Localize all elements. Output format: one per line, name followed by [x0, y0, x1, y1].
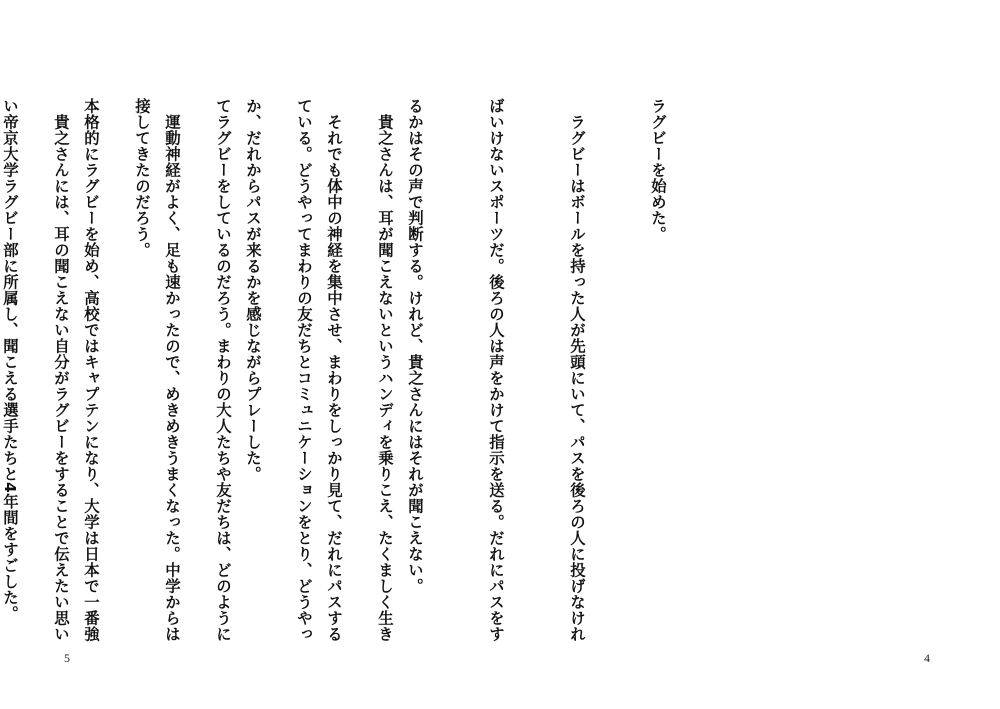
text-line: ばいけないスポーツだ。後ろの人は声をかけて指示を送る。だれにパスをす	[487, 98, 505, 642]
text-line: 接してきたのだろう。	[133, 98, 151, 258]
text-line: ラグビーを始めた。	[649, 98, 667, 242]
text-line: るかはその声で判断する。けれど、貴之さんにはそれが聞こえない。	[406, 98, 424, 594]
page-number: 4	[924, 651, 930, 665]
text-line: ラグビーはボールを持った人が先頭にいて、パスを後ろの人に投げなけれ	[568, 98, 586, 642]
text-line: か、だれからパスが来るかを感じながらプレーした。	[244, 98, 262, 482]
text-line: ている。どうやってまわりの友だちとコミュニケーションをとり、どうやっ	[295, 98, 313, 642]
text-line: てラグビーをしているのだろう。まわりの大人たちや友だちは、どのように	[214, 98, 232, 642]
right-page-body	[0, 98, 725, 642]
text-line: それでも体中の神経を集中させ、まわりをしっかり見て、だれにパスする	[325, 98, 343, 642]
text-line: 貴之さんには、耳の聞こえない自分がラグビーをすることで伝えたい思い	[52, 98, 70, 642]
text-line: 貴之さんは、耳が聞こえないというハンディを乗りこえ、たくましく生き	[376, 98, 394, 642]
text-line: 本格的にラグビーを始め、高校ではキャプテンになり、大学は日本で一番強	[82, 98, 100, 642]
text-line: い帝京大学ラグビー部に所属し、聞こえる選手たちと4年間をすごした。	[1, 98, 19, 622]
page-number: 5	[64, 651, 70, 665]
text-line: 運動神経がよく、足も速かったので、めきめきうまくなった。中学からは	[163, 98, 181, 642]
